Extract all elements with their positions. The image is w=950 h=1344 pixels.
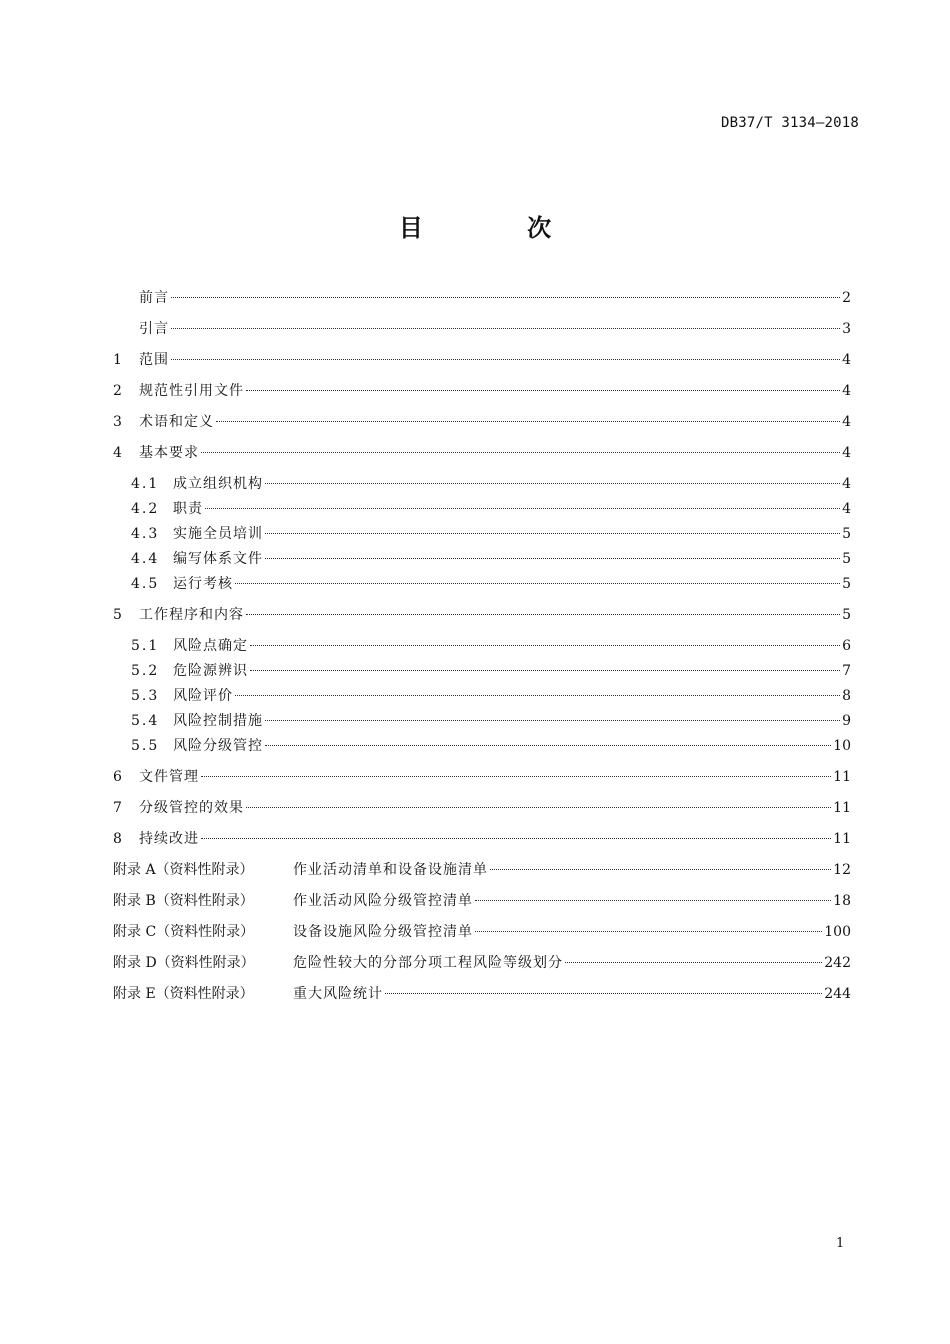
toc-appendix-entry[interactable] [113,922,851,942]
toc-entry-number: 5.2 [131,663,160,679]
toc-entry-number: 4 [113,445,122,461]
toc-entry-page: 5 [842,576,851,592]
toc-entry-page: 2 [842,290,851,306]
toc-subentry[interactable] [131,574,851,594]
toc-subentry[interactable] [131,636,851,656]
toc-entry-number: 5 [113,607,122,623]
toc-entry[interactable] [113,319,851,339]
toc-entry-page: 9 [842,713,851,729]
toc-entry-number: 5.3 [131,688,160,704]
toc-entry-page: 4 [842,445,851,461]
toc-appendix-entry[interactable] [113,860,851,880]
toc-entry[interactable] [113,288,851,308]
toc-entry[interactable] [113,767,851,787]
toc-entry-label: 风险评价 [173,688,233,704]
dot-leader [246,390,840,391]
page-number: 1 [836,1236,845,1251]
toc-entry-page: 5 [842,526,851,542]
dot-leader [265,720,840,721]
dot-leader [205,508,840,509]
dot-leader [250,670,840,671]
toc-entry-label: 危险性较大的分部分项工程风险等级划分 [293,955,563,971]
toc-subentry[interactable] [131,686,851,706]
toc-entry-number: 5.5 [131,738,160,754]
dot-leader [171,328,840,329]
toc-entry-number: 2 [113,383,122,399]
toc-entry[interactable] [113,412,851,432]
dot-leader [235,583,840,584]
toc-entry-page: 7 [842,663,851,679]
toc-entry-page: 11 [833,769,851,785]
dot-leader [475,900,831,901]
toc-entry-page: 11 [833,831,851,847]
toc-entry-number: 4.4 [131,551,160,567]
toc-appendix-entry[interactable] [113,891,851,911]
dot-leader [475,931,822,932]
toc-subentry[interactable] [131,661,851,681]
toc-entry-page: 11 [833,800,851,816]
toc-appendix-number: 附录 D（资料性附录） [113,955,255,971]
toc-entry-label: 风险控制措施 [173,713,263,729]
toc-entry-page: 5 [842,551,851,567]
dot-leader [246,614,840,615]
toc-entry-label: 风险分级管控 [173,738,263,754]
toc-entry-page: 4 [842,476,851,492]
toc-entry-number: 4.3 [131,526,160,542]
toc-entry-number: 8 [113,831,122,847]
toc-entry-page: 10 [833,738,851,754]
toc-entry[interactable] [113,798,851,818]
dot-leader [235,695,840,696]
page-title: 目 次 [398,214,600,242]
toc-entry-label: 成立组织机构 [173,476,263,492]
dot-leader [490,869,831,870]
dot-leader [265,558,840,559]
toc-entry-label: 编写体系文件 [173,551,263,567]
toc-entry-page: 8 [842,688,851,704]
toc-entry-label: 分级管控的效果 [139,800,244,816]
toc-subentry[interactable] [131,524,851,544]
toc-entry-number: 7 [113,800,122,816]
toc-entry-page: 4 [842,414,851,430]
toc-entry-page: 12 [833,862,851,878]
table-of-contents [113,0,851,1344]
toc-entry-label: 危险源辨识 [173,663,248,679]
toc-entry-number: 4.1 [131,476,160,492]
toc-subentry[interactable] [131,549,851,569]
toc-entry-label: 作业活动清单和设备设施清单 [293,862,488,878]
dot-leader [385,993,822,994]
toc-entry-number: 1 [113,352,122,368]
toc-entry-label: 工作程序和内容 [139,607,244,623]
dot-leader [265,483,840,484]
toc-entry-page: 4 [842,501,851,517]
toc-entry[interactable] [113,829,851,849]
dot-leader [171,359,840,360]
toc-entry-page: 18 [833,893,851,909]
toc-entry-label: 设备设施风险分级管控清单 [293,924,473,940]
dot-leader [171,297,840,298]
toc-entry-page: 242 [824,955,851,971]
toc-appendix-entry[interactable] [113,984,851,1004]
toc-appendix-number: 附录 E（资料性附录） [113,986,254,1002]
toc-subentry[interactable] [131,736,851,756]
toc-entry-page: 6 [842,638,851,654]
toc-entry[interactable] [113,381,851,401]
toc-appendix-number: 附录 B（资料性附录） [113,893,254,909]
dot-leader [265,745,831,746]
toc-entry-page: 5 [842,607,851,623]
toc-entry-label: 前言 [139,290,169,306]
dot-leader [201,776,831,777]
dot-leader [201,452,840,453]
toc-subentry[interactable] [131,499,851,519]
toc-entry-number: 5.4 [131,713,160,729]
document-number: DB37/T 3134—2018 [720,115,859,131]
toc-entry-number: 6 [113,769,122,785]
toc-entry-number: 4.5 [131,576,160,592]
dot-leader [246,807,831,808]
toc-entry-page: 3 [842,321,851,337]
toc-entry-page: 100 [824,924,851,940]
toc-entry-label: 运行考核 [173,576,233,592]
toc-entry-label: 实施全员培训 [173,526,263,542]
toc-entry[interactable] [113,443,851,463]
toc-entry-label: 持续改进 [139,831,199,847]
toc-entry-page: 4 [842,383,851,399]
toc-subentry[interactable] [131,474,851,494]
toc-entry[interactable] [113,350,851,370]
toc-entry-label: 重大风险统计 [293,986,383,1002]
toc-entry-number: 5.1 [131,638,160,654]
toc-appendix-number: 附录 A（资料性附录） [113,862,254,878]
toc-entry-label: 术语和定义 [139,414,214,430]
toc-entry-label: 风险点确定 [173,638,248,654]
dot-leader [265,533,840,534]
dot-leader [201,838,831,839]
dot-leader [216,421,840,422]
toc-entry-label: 职责 [173,501,203,517]
toc-entry-page: 4 [842,352,851,368]
toc-appendix-entry[interactable] [113,953,851,973]
toc-entry-label: 引言 [139,321,169,337]
toc-entry-label: 文件管理 [139,769,199,785]
toc-subentry[interactable] [131,711,851,731]
toc-entry-number: 3 [113,414,122,430]
toc-entry[interactable] [113,605,851,625]
dot-leader [565,962,822,963]
toc-entry-label: 范围 [139,352,169,368]
toc-entry-label: 作业活动风险分级管控清单 [293,893,473,909]
toc-appendix-number: 附录 C（资料性附录） [113,924,255,940]
toc-entry-page: 244 [824,986,851,1002]
toc-entry-label: 规范性引用文件 [139,383,244,399]
dot-leader [250,645,840,646]
toc-entry-number: 4.2 [131,501,160,517]
toc-entry-label: 基本要求 [139,445,199,461]
